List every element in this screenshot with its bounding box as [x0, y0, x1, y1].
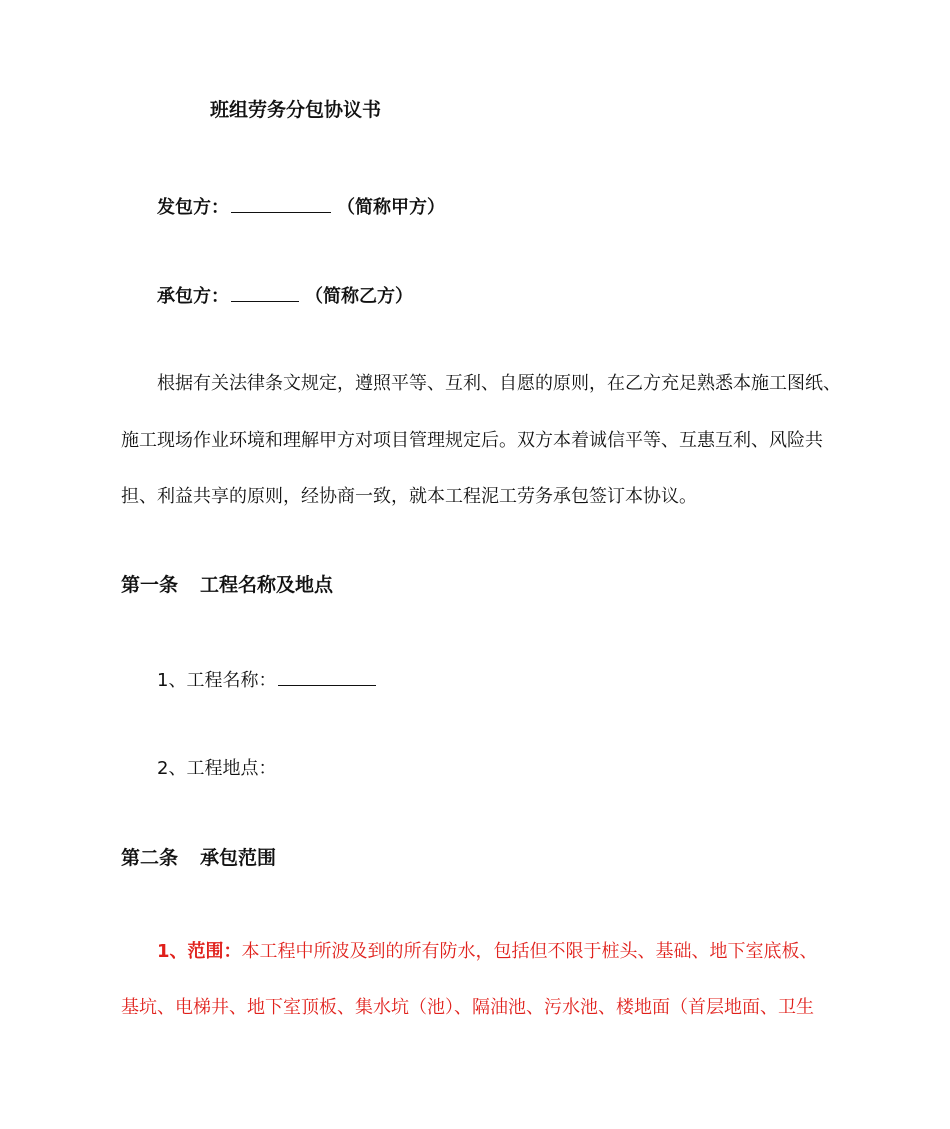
scope-label: 1、范围：: [157, 941, 242, 962]
party-b-label: 承包方：: [157, 286, 229, 307]
intro-line-1: 根据有关法律条文规定，遵照平等、互利、自愿的原则，在乙方充足熟悉本施工图纸、: [157, 373, 841, 394]
scope-line-2: 基坑、电梯井、地下室顶板、集水坑（池）、隔油池、污水池、楼地面（首层地面、卫生: [121, 997, 814, 1018]
party-a-line: [157, 194, 445, 220]
project-name-blank: [278, 667, 376, 686]
project-location-label: 2、工程地点：: [157, 758, 277, 779]
article-2-heading: [121, 846, 276, 870]
intro-line-3: 担、利益共享的原则，经协商一致，就本工程泥工劳务承包签订本协议。: [121, 486, 697, 507]
article-1-number: 第一条: [121, 574, 179, 596]
intro-line-2: 施工现场作业环境和理解甲方对项目管理规定后。双方本着诚信平等、互惠互利、风险共: [121, 430, 823, 451]
party-a-abbr: （简称甲方）: [337, 197, 445, 218]
scope-line-1: [157, 940, 818, 964]
document-title: 班组劳务分包协议书: [210, 99, 382, 121]
party-a-blank: [231, 194, 331, 213]
project-name-label: 1、工程名称：: [157, 670, 277, 691]
article-1-title: 工程名称及地点: [200, 574, 334, 596]
party-b-line: [157, 283, 413, 309]
party-a-label: 发包方：: [157, 197, 229, 218]
article-2-number: 第二条: [121, 847, 179, 869]
article-2-title: 承包范围: [200, 847, 277, 869]
article-1-heading: [121, 573, 333, 597]
project-name-line: [157, 667, 382, 693]
scope-text-1: 本工程中所波及到的所有防水，包括但不限于桩头、基础、地下室底板、: [241, 941, 818, 962]
party-b-abbr: （简称乙方）: [305, 286, 413, 307]
party-b-blank: [231, 283, 299, 302]
